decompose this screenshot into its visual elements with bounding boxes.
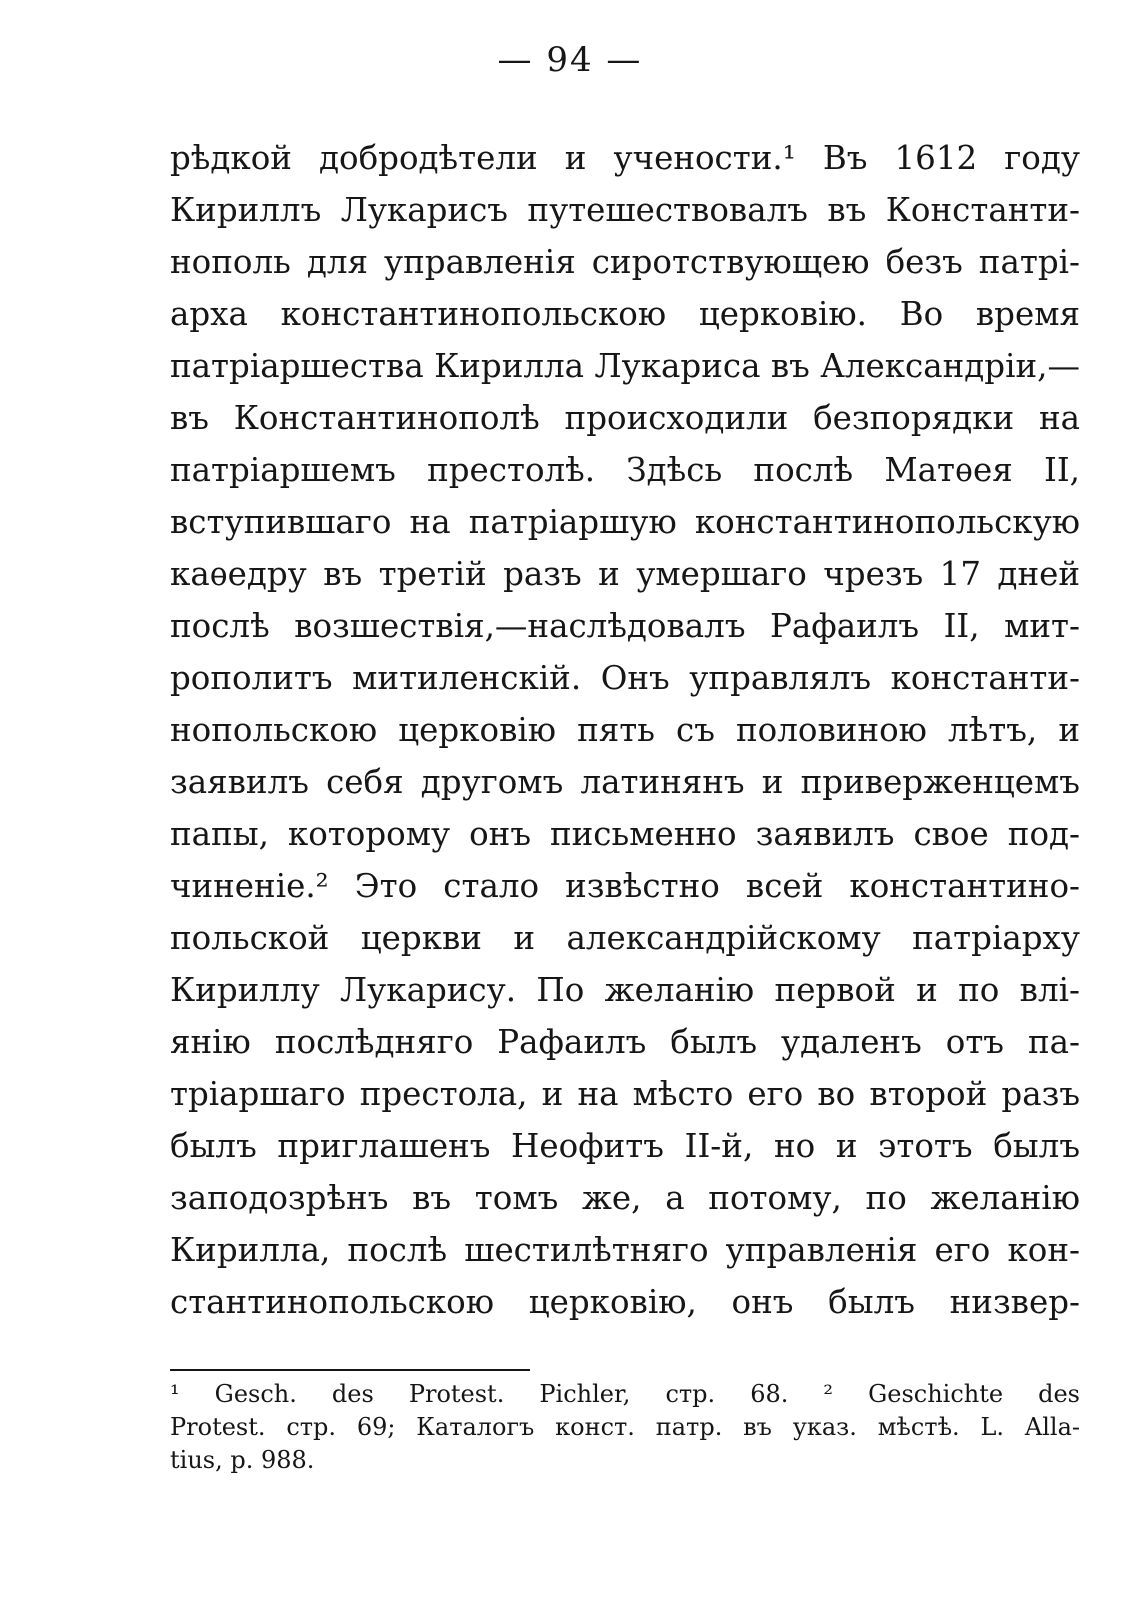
text-line: вступившаго на патріаршую константинопольскую (170, 503, 1080, 541)
text-line: каѳедру въ третій разъ и умершаго чрезъ 17 дней (170, 555, 1080, 593)
text-line: стантинопольскою церковію, онъ былъ низвер- (170, 1283, 1080, 1321)
text-line: послѣ возшествія,—наслѣдовалъ Рафаилъ II, мит- (170, 607, 1080, 645)
text-line: былъ приглашенъ Неофитъ II-й, но и этотъ былъ (170, 1127, 1080, 1165)
footnote-line: Protest. стр. 69; Каталогъ конст. патр. въ указ. мѣстѣ. L. Alla- (170, 1413, 1080, 1441)
text-line: папы, которому онъ письменно заявилъ свое под- (170, 815, 1080, 853)
text-line: въ Константинополѣ происходили безпорядки на (170, 399, 1080, 437)
text-line: нопольскою церковію пять съ половиною лѣтъ, и (170, 711, 1080, 749)
text-line: патріаршемъ престолѣ. Здѣсь послѣ Матѳея II, (170, 451, 1080, 489)
footnote-line: tius, p. 988. (170, 1446, 315, 1474)
footnotes (170, 1378, 1080, 1477)
text-line: янію послѣдняго Рафаилъ былъ удаленъ отъ па- (170, 1023, 1080, 1061)
text-line: тріаршаго престола, и на мѣсто его во второй разъ (170, 1075, 1080, 1113)
text-line: чиненіе.² Это стало извѣстно всей константино- (170, 867, 1080, 905)
text-line: Кириллу Лукарису. По желанію первой и по влі- (170, 971, 1080, 1009)
footnote-line: ¹ Gesch. des Protest. Pichler, стр. 68. ² Geschichte des (170, 1380, 1080, 1408)
text-line: заявилъ себя другомъ латинянъ и приверженцемъ (170, 763, 1080, 801)
text-line: рополитъ митиленскій. Онъ управлялъ константи- (170, 659, 1080, 697)
text-line: польской церкви и александрійскому патріарху (170, 919, 1080, 957)
footnote-separator (170, 1369, 530, 1371)
body-text (170, 132, 1080, 1328)
text-line: патріаршества Кирилла Лукариса въ Александріи,— (170, 347, 1080, 385)
text-line: нополь для управленія сиротствующею безъ патрі- (170, 243, 1080, 281)
page-number: — 94 — (497, 40, 643, 80)
text-line: Кирилла, послѣ шестилѣтняго управленія его кон- (170, 1231, 1080, 1269)
text-line: арха константинопольскою церковію. Во время (170, 295, 1080, 333)
text-line: Кириллъ Лукарисъ путешествовалъ въ Константи- (170, 191, 1080, 229)
text-line: рѣдкой добродѣтели и учености.¹ Въ 1612 году (170, 139, 1080, 177)
text-line: заподозрѣнъ въ томъ же, а потому, по желанію (170, 1179, 1080, 1217)
